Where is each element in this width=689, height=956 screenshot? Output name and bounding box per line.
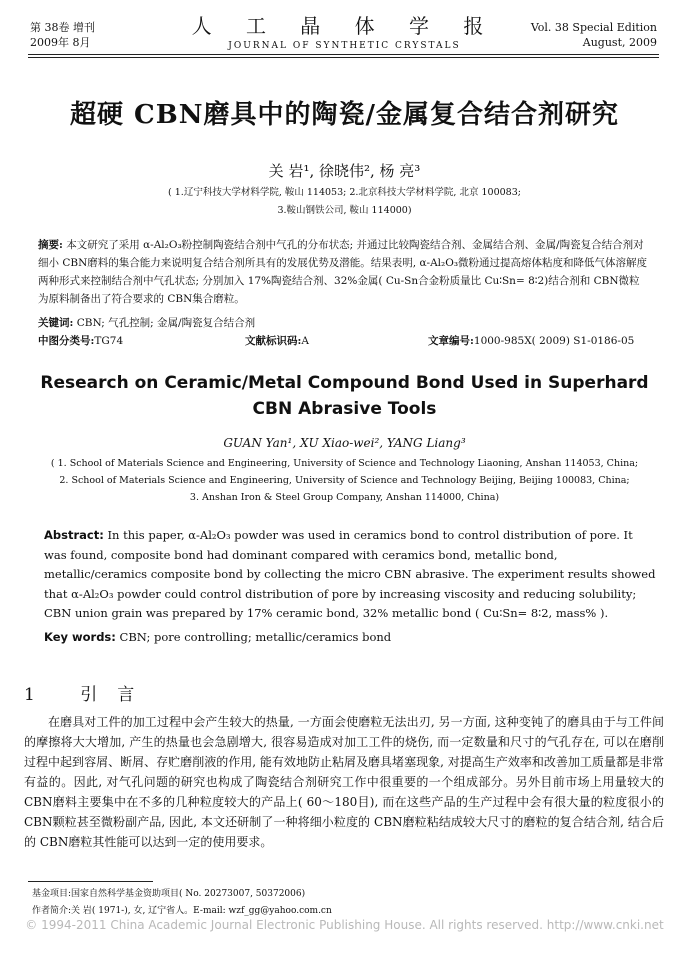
section-number: 1	[24, 685, 55, 705]
abstract-cn-text: 本文研究了采用 α-Al₂O₃粉控制陶瓷结合剂中气孔的分布状态; 并通过比较陶瓷结合剂、金属结合剂、金属/陶瓷复合结合剂对细小 CBN磨料的集合能力来说明复合结合剂所具有的发展优势及潜能。结果表明, α-Al₂O₃微粉通过提高熔体粘度和降低气体溶解度两种形式来控制结合剂中气孔状态; 分别加入 17%陶瓷结合剂、32%金属( Cu-Sn合金粉质量比 Cu∶Sn= 8∶2)结合剂和 CBN微粒为原料制备出了符合要求的 CBN集合磨粒。	[38, 239, 648, 305]
affiliation-en-line: 2. School of Materials Science and Engineering, University of Science and Technology Beijing, Beijing 100083, China;	[59, 475, 630, 486]
volume-cn: 第 38卷 增刊	[30, 21, 95, 34]
affiliation-en-line: ( 1. School of Materials Science and Engineering, University of Science and Technology Liaoning, Anshan 114053, China;	[50, 458, 639, 469]
clc-number: 中图分类号:TG74	[38, 335, 124, 347]
affiliation-cn-line: 3.鞍山钢铁公司, 鞍山 114000)	[277, 205, 412, 216]
affiliation-en-line: 3. Anshan Iron & Steel Group Company, Anshan 114000, China)	[189, 492, 500, 503]
footnote-funding: 基金项目:国家自然科学基金资助项目( No. 20273007, 50372006)	[32, 889, 306, 899]
keywords-cn	[38, 314, 650, 332]
authors-en: GUAN Yan¹, XU Xiao-wei², YANG Liang³	[223, 436, 466, 450]
authors-cn: 关 岩¹, 徐晓伟², 杨 亮³	[268, 162, 421, 180]
abstract-cn	[38, 236, 650, 308]
copyright-watermark: © 1994-2011 China Academic Journal Electronic Publishing House. All rights reserved. http://www.cnki.net	[25, 918, 664, 932]
journal-title-en: JOURNAL OF SYNTHETIC CRYSTALS	[228, 41, 461, 51]
date-cn: 2009年 8月	[30, 36, 91, 49]
paper-title-en-line: CBN Abrasive Tools	[252, 399, 437, 419]
section-heading	[24, 680, 154, 705]
keywords-en-label: Key words:	[44, 630, 116, 644]
keywords-cn-text: CBN; 气孔控制; 金属/陶瓷复合结合剂	[76, 317, 256, 329]
abstract-cn-label: 摘要:	[38, 239, 63, 251]
journal-title-cn: 人 工 晶 体 学 报	[191, 14, 498, 38]
keywords-en	[44, 628, 656, 648]
keywords-en-text: CBN; pore controlling; metallic/ceramics bond	[119, 630, 392, 644]
header-rule-double	[28, 57, 659, 58]
article-number: 文章编号:1000-985X( 2009) S1-0186-05	[428, 335, 635, 347]
volume-en: Vol. 38 Special Edition	[530, 21, 657, 34]
body-paragraph: 在磨具对工件的加工过程中会产生较大的热量, 一方面会使磨粒无法出刃, 另一方面, 这种变钝了的磨具由于与工件间的摩擦将大大增加, 产生的热量也会急剧增大, 很容易造成对加工工件的烧伤, 而一定数量和尺寸的气孔存在, 可以在磨削过程中起到容屑、断屑、存贮磨削液的作用, 能有效地防止粘屑及磨具堵塞现象, 对提高生产效率和改善加工质量都是非常有益的。因此, 对气孔问题的研究也构成了陶瓷结合剂研究工作中很重要的一个组成部分。另外目前市场上用量较大的 CBN磨料主要集中在不多的几种粒度较大的产品上( 60～180目), 而在这些产品的生产过程中会有很大量的粒度很小的 CBN颗粒甚至微粉副产品, 因此, 本文还研制了一种将细小粒度的 CBN磨粒粘结成较大尺寸的磨粒的复合结合剂, 结合后的 CBN磨粒其性能可以达到一定的使用要求。	[24, 715, 664, 849]
section-title: 引言	[80, 685, 155, 705]
affiliation-cn-line: ( 1.辽宁科技大学材料学院, 鞍山 114053; 2.北京科技大学材料学院, 北京 100083;	[168, 187, 521, 198]
abstract-en-text: In this paper, α-Al₂O₃ powder was used in ceramics bond to control distribution of pore. It was found, composite bond had dominant compared with ceramics bond, metallic bond, metallic/ceramics composite bond by collecting the micro CBN abrasive. The experiment results showed that α-Al₂O₃ powder could control distribution of pore by increasing viscosity and reducing solubility; CBN union grain was prepared by 17% ceramic bond, 32% metallic bond ( Cu∶Sn= 8∶2, mass% ).	[44, 528, 656, 620]
paper-title-cn: 超硬 CBN磨具中的陶瓷/金属复合结合剂研究	[70, 100, 619, 130]
footnote-author: 作者简介:关 岩( 1971-), 女, 辽宁省人。E-mail: wzf_gg@yahoo.com.cn	[32, 906, 332, 916]
abstract-en-label: Abstract:	[44, 528, 104, 542]
date-en: August, 2009	[582, 36, 657, 49]
header-right	[531, 20, 657, 50]
abstract-en	[44, 526, 656, 624]
keywords-cn-label: 关键词:	[38, 317, 74, 329]
footnote-rule	[28, 881, 153, 882]
header-rule	[28, 54, 659, 55]
paper-title-en-line: Research on Ceramic/Metal Compound Bond Used in Superhard	[40, 373, 649, 393]
doc-code: 文献标识码:A	[245, 335, 309, 347]
